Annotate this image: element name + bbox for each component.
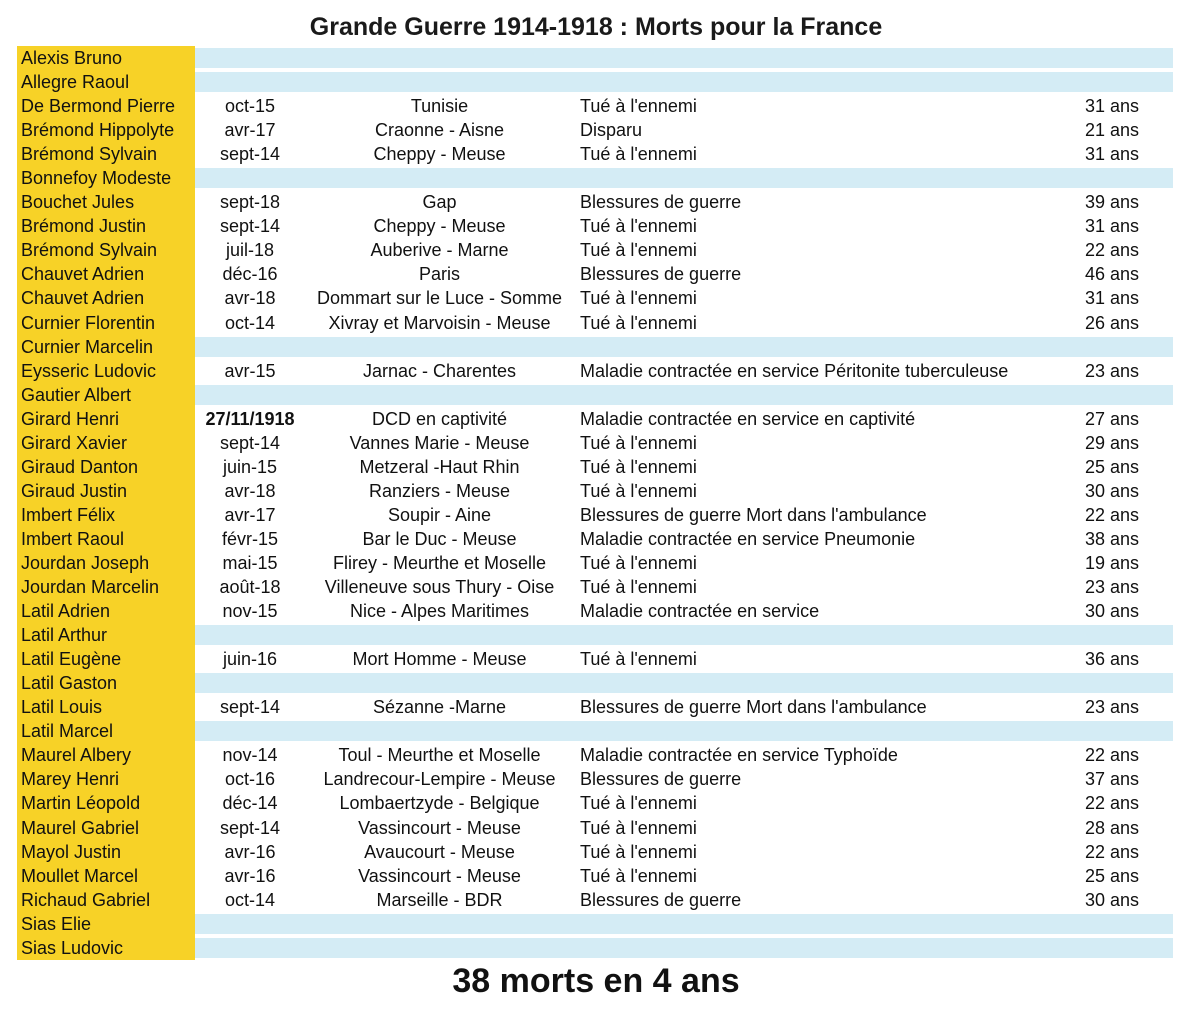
cause-cell: Disparu <box>580 120 643 141</box>
date-cell: juil-18 <box>225 240 275 261</box>
date-cell: déc-16 <box>222 264 278 285</box>
name-cell: Giraud Danton <box>21 456 139 477</box>
age-cell <box>1062 719 1162 743</box>
place-cell <box>307 936 572 960</box>
cause-cell: Blessures de guerre Mort dans l'ambulance <box>580 697 927 718</box>
table-row <box>17 46 1173 70</box>
age-cell: 22 ans <box>1084 745 1140 766</box>
date-cell <box>195 166 305 190</box>
age-cell <box>1062 166 1162 190</box>
name-cell: Maurel Albery <box>21 745 132 766</box>
cause-cell <box>580 912 1060 936</box>
table-row <box>17 840 1173 864</box>
cause-cell: Tué à l'ennemi <box>580 577 697 598</box>
place-cell: Nice - Alpes Maritimes <box>349 601 530 622</box>
age-cell: 36 ans <box>1084 649 1140 670</box>
name-cell: Allegre Raoul <box>21 72 130 93</box>
cause-cell: Maladie contractée en service Péritonite tuberculeuse <box>580 360 1009 381</box>
date-cell: juin-16 <box>222 649 278 670</box>
place-cell: Vassincourt - Meuse <box>358 865 521 886</box>
name-cell: Curnier Marcelin <box>21 336 154 357</box>
age-cell <box>1062 623 1162 647</box>
date-cell: oct-14 <box>224 312 276 333</box>
table-row <box>17 455 1173 479</box>
name-cell: Latil Eugène <box>21 649 122 670</box>
place-cell <box>307 70 572 94</box>
date-cell <box>195 335 305 359</box>
cause-cell <box>580 70 1060 94</box>
name-cell: Brémond Sylvain <box>21 240 158 261</box>
date-cell <box>195 912 305 936</box>
date-cell: sept-14 <box>219 216 281 237</box>
age-cell: 22 ans <box>1084 793 1140 814</box>
place-cell: Paris <box>418 264 460 285</box>
age-cell: 22 ans <box>1084 240 1140 261</box>
table-row <box>17 166 1173 190</box>
place-cell: Xivray et Marvoisin - Meuse <box>328 312 551 333</box>
date-cell: sept-14 <box>219 432 281 453</box>
table-row <box>17 864 1173 888</box>
cause-cell: Tué à l'ennemi <box>580 793 697 814</box>
table-row <box>17 936 1173 960</box>
place-cell <box>307 623 572 647</box>
date-cell: oct-16 <box>224 769 276 790</box>
date-cell <box>195 70 305 94</box>
table-row <box>17 671 1173 695</box>
cause-cell: Tué à l'ennemi <box>580 817 697 838</box>
age-cell: 25 ans <box>1084 456 1140 477</box>
table-row <box>17 94 1173 118</box>
place-cell: Sézanne -Marne <box>372 697 507 718</box>
age-cell: 23 ans <box>1084 577 1140 598</box>
table-row <box>17 767 1173 791</box>
age-cell: 31 ans <box>1084 216 1140 237</box>
cause-cell: Tué à l'ennemi <box>580 649 697 670</box>
age-cell: 22 ans <box>1084 841 1140 862</box>
cause-cell: Tué à l'ennemi <box>580 480 697 501</box>
place-cell <box>307 335 572 359</box>
name-cell: Moullet Marcel <box>21 865 139 886</box>
date-cell: avr-18 <box>224 288 276 309</box>
age-cell: 27 ans <box>1084 408 1140 429</box>
table-row <box>17 623 1173 647</box>
table-row <box>17 359 1173 383</box>
date-cell: sept-14 <box>219 697 281 718</box>
cause-cell: Tué à l'ennemi <box>580 240 697 261</box>
date-cell <box>195 46 305 70</box>
age-cell: 37 ans <box>1084 769 1140 790</box>
cause-cell: Tué à l'ennemi <box>580 216 697 237</box>
table-row <box>17 262 1173 286</box>
table-row <box>17 431 1173 455</box>
age-cell: 25 ans <box>1084 865 1140 886</box>
cause-cell: Maladie contractée en service en captivité <box>580 408 916 429</box>
place-cell <box>307 719 572 743</box>
age-cell <box>1062 912 1162 936</box>
name-cell: Mayol Justin <box>21 841 122 862</box>
name-cell: Jourdan Joseph <box>21 552 150 573</box>
name-cell: Eysseric Ludovic <box>21 360 157 381</box>
place-cell: Ranziers - Meuse <box>368 480 511 501</box>
name-cell: Curnier Florentin <box>21 312 156 333</box>
place-cell: Cheppy - Meuse <box>373 144 506 165</box>
place-cell: Vassincourt - Meuse <box>358 817 521 838</box>
date-cell: févr-15 <box>221 528 279 549</box>
name-cell: Bonnefoy Modeste <box>21 168 172 189</box>
name-cell: Richaud Gabriel <box>21 889 151 910</box>
cause-cell: Tué à l'ennemi <box>580 432 697 453</box>
table-row <box>17 70 1173 94</box>
place-cell <box>307 912 572 936</box>
place-cell: DCD en captivité <box>371 408 508 429</box>
place-cell <box>307 166 572 190</box>
place-cell <box>307 671 572 695</box>
table-row <box>17 311 1173 335</box>
place-cell: Flirey - Meurthe et Moselle <box>332 552 547 573</box>
name-cell: Maurel Gabriel <box>21 817 140 838</box>
table-row <box>17 816 1173 840</box>
table-row <box>17 383 1173 407</box>
cause-cell: Blessures de guerre <box>580 192 742 213</box>
age-cell <box>1062 383 1162 407</box>
name-cell: Imbert Raoul <box>21 528 125 549</box>
cause-cell <box>580 46 1060 70</box>
table-row <box>17 527 1173 551</box>
age-cell <box>1062 46 1162 70</box>
table-row <box>17 599 1173 623</box>
table-row <box>17 238 1173 262</box>
age-cell: 31 ans <box>1084 96 1140 117</box>
place-cell: Bar le Duc - Meuse <box>362 528 517 549</box>
table-row <box>17 912 1173 936</box>
age-cell: 31 ans <box>1084 144 1140 165</box>
name-cell: Marey Henri <box>21 769 120 790</box>
table-row <box>17 286 1173 310</box>
place-cell: Jarnac - Charentes <box>362 360 517 381</box>
table-row <box>17 719 1173 743</box>
date-cell: déc-14 <box>222 793 278 814</box>
age-cell: 30 ans <box>1084 889 1140 910</box>
name-cell: Sias Elie <box>21 913 92 934</box>
cause-cell: Tué à l'ennemi <box>580 144 697 165</box>
name-cell: Martin Léopold <box>21 793 141 814</box>
cause-cell: Maladie contractée en service Typhoïde <box>580 745 898 766</box>
table-row <box>17 407 1173 431</box>
table-row <box>17 142 1173 166</box>
cause-cell: Tué à l'ennemi <box>580 841 697 862</box>
place-cell: Villeneuve sous Thury - Oise <box>324 577 555 598</box>
name-cell: Latil Gaston <box>21 673 118 694</box>
place-cell: Dommart sur le Luce - Somme <box>316 288 563 309</box>
cause-cell <box>580 335 1060 359</box>
place-cell: Gap <box>422 192 457 213</box>
table-row <box>17 214 1173 238</box>
date-cell: sept-14 <box>219 144 281 165</box>
cause-cell: Blessures de guerre <box>580 889 742 910</box>
age-cell: 26 ans <box>1084 312 1140 333</box>
name-cell: Chauvet Adrien <box>21 288 145 309</box>
date-cell <box>195 623 305 647</box>
name-cell: Brémond Justin <box>21 216 147 237</box>
age-cell <box>1062 936 1162 960</box>
table-row <box>17 335 1173 359</box>
cause-cell <box>580 166 1060 190</box>
date-cell: sept-14 <box>219 817 281 838</box>
place-cell: Vannes Marie - Meuse <box>349 432 530 453</box>
table-row <box>17 575 1173 599</box>
place-cell: Toul - Meurthe et Moselle <box>338 745 541 766</box>
age-cell: 22 ans <box>1084 504 1140 525</box>
date-cell: avr-15 <box>224 360 276 381</box>
date-cell <box>195 719 305 743</box>
summary-footer: 38 morts en 4 ans <box>452 962 740 1000</box>
table-row <box>17 888 1173 912</box>
table-row <box>17 479 1173 503</box>
table-row <box>17 503 1173 527</box>
table-row <box>17 743 1173 767</box>
cause-cell: Blessures de guerre <box>580 769 742 790</box>
age-cell: 29 ans <box>1084 432 1140 453</box>
name-cell: Latil Louis <box>21 697 103 718</box>
cause-cell: Blessures de guerre <box>580 264 742 285</box>
date-cell: avr-17 <box>224 120 276 141</box>
name-cell: Imbert Félix <box>21 504 116 525</box>
memorial-table <box>17 46 1173 960</box>
cause-cell: Tué à l'ennemi <box>580 288 697 309</box>
table-row <box>17 647 1173 671</box>
age-cell: 23 ans <box>1084 697 1140 718</box>
age-cell: 19 ans <box>1084 552 1140 573</box>
place-cell <box>307 46 572 70</box>
date-cell: nov-15 <box>222 601 278 622</box>
table-row <box>17 551 1173 575</box>
table-row <box>17 791 1173 815</box>
age-cell: 21 ans <box>1084 120 1140 141</box>
name-cell: Gautier Albert <box>21 384 132 405</box>
date-cell: oct-14 <box>224 889 276 910</box>
place-cell: Marseille - BDR <box>376 889 503 910</box>
place-cell: Mort Homme - Meuse <box>352 649 527 670</box>
age-cell: 23 ans <box>1084 360 1140 381</box>
date-cell: avr-16 <box>224 841 276 862</box>
name-cell: Brémond Hippolyte <box>21 120 175 141</box>
name-cell: Chauvet Adrien <box>21 264 145 285</box>
place-cell: Craonne - Aisne <box>374 120 505 141</box>
date-cell: sept-18 <box>219 192 281 213</box>
age-cell <box>1062 335 1162 359</box>
age-cell <box>1062 671 1162 695</box>
cause-cell: Tué à l'ennemi <box>580 865 697 886</box>
date-cell <box>195 671 305 695</box>
name-cell: Latil Marcel <box>21 721 114 742</box>
age-cell: 30 ans <box>1084 601 1140 622</box>
date-cell: avr-16 <box>224 865 276 886</box>
place-cell: Cheppy - Meuse <box>373 216 506 237</box>
date-cell <box>195 383 305 407</box>
place-cell: Landrecour-Lempire - Meuse <box>323 769 556 790</box>
age-cell: 38 ans <box>1084 528 1140 549</box>
cause-cell: Maladie contractée en service Pneumonie <box>580 528 916 549</box>
cause-cell: Tué à l'ennemi <box>580 456 697 477</box>
cause-cell <box>580 671 1060 695</box>
place-cell <box>307 383 572 407</box>
place-cell: Soupir - Aine <box>387 504 492 525</box>
cause-cell: Tué à l'ennemi <box>580 312 697 333</box>
cause-cell <box>580 936 1060 960</box>
cause-cell <box>580 383 1060 407</box>
name-cell: Giraud Justin <box>21 480 128 501</box>
name-cell: De Bermond Pierre <box>21 96 176 117</box>
date-cell: mai-15 <box>222 552 278 573</box>
cause-cell: Tué à l'ennemi <box>580 96 697 117</box>
date-cell: avr-17 <box>224 504 276 525</box>
age-cell: 31 ans <box>1084 288 1140 309</box>
table-row <box>17 190 1173 214</box>
cause-cell: Blessures de guerre Mort dans l'ambulance <box>580 504 927 525</box>
age-cell: 46 ans <box>1084 264 1140 285</box>
age-cell: 39 ans <box>1084 192 1140 213</box>
name-cell: Jourdan Marcelin <box>21 577 160 598</box>
table-row <box>17 118 1173 142</box>
cause-cell: Tué à l'ennemi <box>580 552 697 573</box>
place-cell: Lombaertzyde - Belgique <box>339 793 540 814</box>
cause-cell <box>580 623 1060 647</box>
date-cell: nov-14 <box>222 745 278 766</box>
name-cell: Girard Henri <box>21 408 120 429</box>
table-row <box>17 695 1173 719</box>
cause-cell <box>580 719 1060 743</box>
name-cell: Brémond Sylvain <box>21 144 158 165</box>
date-cell: oct-15 <box>224 96 276 117</box>
date-cell: juin-15 <box>222 456 278 477</box>
name-cell: Alexis Bruno <box>21 48 123 68</box>
age-cell <box>1062 70 1162 94</box>
name-cell: Latil Arthur <box>21 625 108 646</box>
name-cell: Girard Xavier <box>21 432 128 453</box>
name-cell: Sias Ludovic <box>21 937 124 958</box>
date-cell: août-18 <box>219 577 281 598</box>
age-cell: 28 ans <box>1084 817 1140 838</box>
document-title: Grande Guerre 1914-1918 : Morts pour la France <box>309 13 883 41</box>
age-cell: 30 ans <box>1084 480 1140 501</box>
place-cell: Metzeral -Haut Rhin <box>359 456 520 477</box>
date-cell: avr-18 <box>224 480 276 501</box>
name-cell: Latil Adrien <box>21 601 111 622</box>
date-cell <box>195 936 305 960</box>
cause-cell: Maladie contractée en service <box>580 601 820 622</box>
place-cell: Avaucourt - Meuse <box>364 841 515 862</box>
date-cell: 27/11/1918 <box>205 408 295 429</box>
place-cell: Tunisie <box>410 96 469 117</box>
name-cell: Bouchet Jules <box>21 192 135 213</box>
place-cell: Auberive - Marne <box>370 240 509 261</box>
